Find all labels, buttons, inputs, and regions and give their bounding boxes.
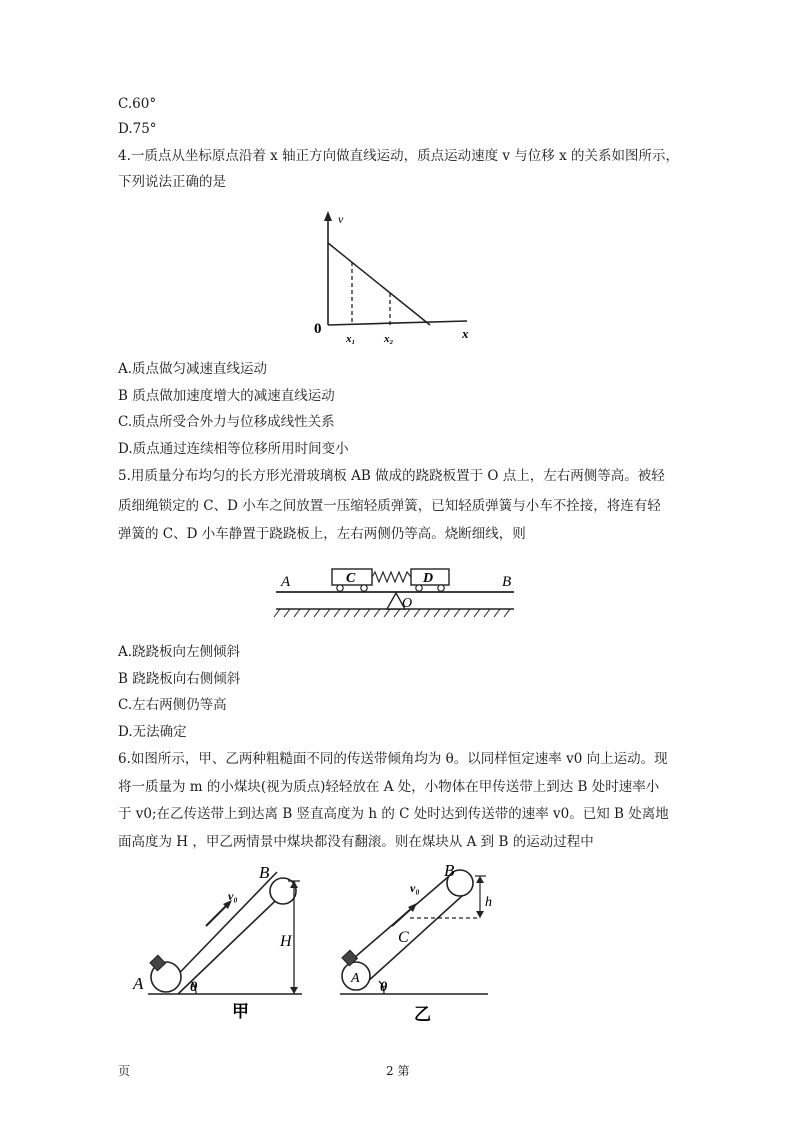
q4-option-b: B 质点做加速度增大的减速直线运动 (118, 388, 335, 404)
label-d: D (423, 571, 434, 586)
footer-left: 页 (118, 1064, 131, 1078)
label-a: A (281, 574, 291, 590)
q6-conveyor-yi (330, 852, 505, 1028)
q4-option-c: C.质点所受合外力与位移成线性关系 (118, 414, 335, 430)
origin-label: 0 (314, 321, 322, 337)
v-x-line (328, 243, 430, 325)
q3-option-d: D.75° (118, 121, 157, 137)
pulley-top (270, 878, 296, 904)
label-a: A (133, 974, 144, 993)
label-b: B (444, 861, 455, 880)
label-theta: θ (380, 980, 388, 995)
caption-yi: 乙 (414, 1005, 431, 1024)
q6-stem-line-2: 将一质量为 m 的小煤块(视为质点)轻轻放在 A 处，小物体在甲传送带上到达 B 处时速率小 (118, 779, 660, 795)
q5-stem-line-2: 质细绳锁定的 C、D 小车之间放置一压缩轻质弹簧，已知轻质弹簧与小车不拴接，将连有轻 (118, 498, 661, 514)
v-axis-label: v (338, 212, 344, 226)
label-a: A (351, 971, 360, 986)
q4-option-d: D.质点通过连续相等位移所用时间变小 (118, 441, 349, 457)
q6-conveyor-jia (120, 852, 320, 1028)
label-h: h (485, 895, 492, 910)
q5-stem-line-3: 弹簧的 C、D 小车静置于跷跷板上，左右两侧仍等高。烧断细线，则 (118, 526, 526, 542)
label-v0: v₀ (228, 889, 238, 903)
label-c: C (346, 571, 356, 586)
x-axis-label: x (462, 326, 469, 341)
x2-label: x₂ (384, 333, 394, 345)
compressed-spring (372, 572, 411, 582)
caption-jia: 甲 (232, 1002, 249, 1021)
q5-option-d: D.无法确定 (118, 724, 187, 740)
q6-stem-line-1: 6.如图所示，甲、乙两种粗糙面不同的传送带倾角均为 θ。以同样恒定速率 v0 向上运动。现 (118, 751, 668, 767)
label-theta: θ (190, 980, 198, 995)
q4-stem-line-1: 4.一质点从坐标原点沿着 x 轴正方向做直线运动，质点运动速度 v 与位移 x 的关系如图所示， (118, 148, 679, 164)
q6-stem-line-4: 面高度为 H ，甲乙两情景中煤块都没有翻滚。则在煤块从 A 到 B 的运动过程中 (118, 834, 594, 850)
label-b: B (502, 574, 512, 590)
q4-vx-graph (310, 205, 480, 354)
q5-option-a: A.跷跷板向左侧倾斜 (118, 644, 241, 660)
label-c: C (398, 929, 409, 946)
label-v0: v₀ (410, 881, 420, 895)
q4-option-a: A.质点做匀减速直线运动 (118, 361, 268, 377)
q6-stem-line-3: 于 v0;在乙传送带上到达离 B 竖直高度为 h 的 C 处时达到传送带的速率 v0。已知 B 处离地 (118, 806, 669, 822)
x1-label: x₁ (346, 333, 356, 345)
q5-option-c: C.左右两侧仍等高 (118, 697, 227, 713)
q5-option-b: B 跷跷板向右侧倾斜 (118, 671, 241, 687)
label-h-big: H (280, 933, 292, 950)
q4-stem-line-2: 下列说法正确的是 (118, 174, 226, 190)
q5-stem-line-1: 5.用质量分布均匀的长方形光滑玻璃板 AB 做成的跷跷板置于 O 点上，左右两侧等高。被轻 (118, 468, 665, 484)
footer-page-number: 2 第 (386, 1064, 410, 1078)
q3-option-c: C.60° (118, 96, 157, 112)
label-o: O (402, 596, 413, 611)
label-b: B (259, 863, 270, 882)
q5-seesaw-figure (270, 560, 520, 628)
